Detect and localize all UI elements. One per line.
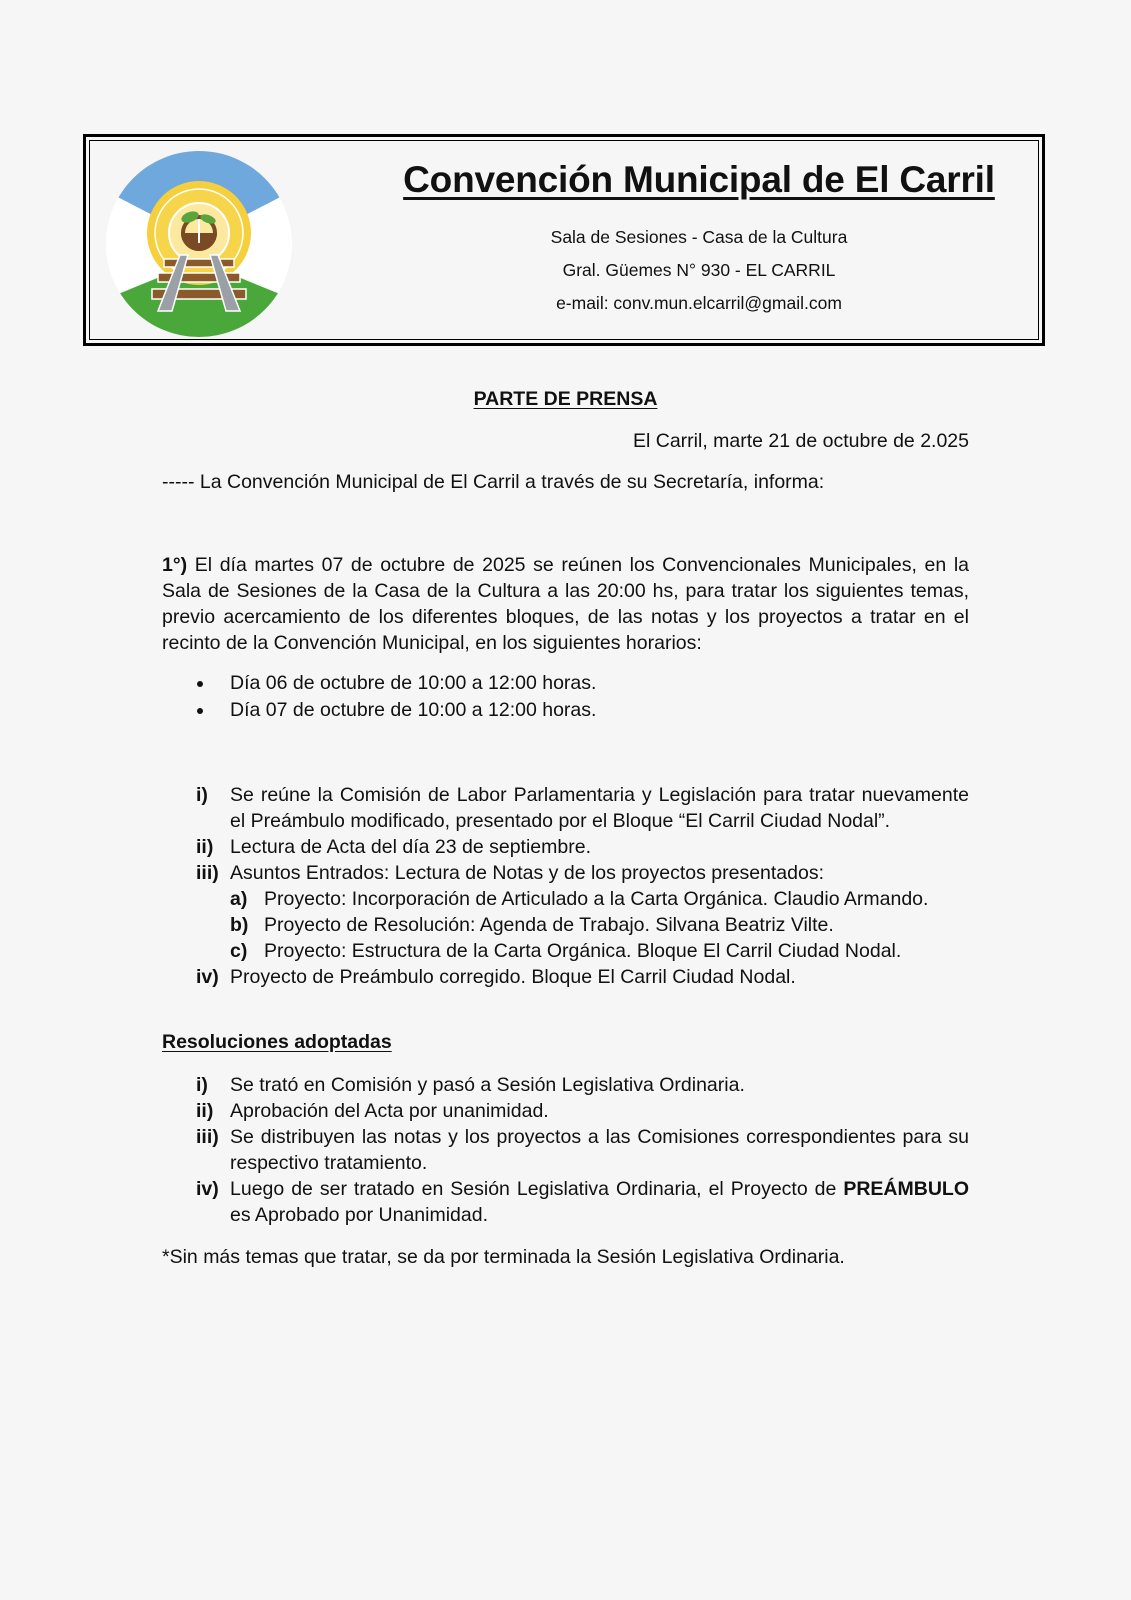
agenda-item: [196, 782, 969, 834]
closing-note: *Sin más temas que tratar, se da por terminada la Sesión Legislativa Ordinaria.: [162, 1246, 845, 1268]
preambulo-emphasis: PREÁMBULO: [843, 1178, 969, 1200]
agenda-item-text: Proyecto de Preámbulo corregido. Bloque El Carril Ciudad Nodal.: [230, 966, 796, 988]
resolution-item-number: i): [196, 1074, 208, 1096]
letterhead-box: [83, 134, 1045, 346]
agenda-item-number: iii): [196, 862, 219, 884]
resolution-item-text: Aprobación del Acta por unanimidad.: [230, 1100, 549, 1122]
agenda-item-text: Asuntos Entrados: Lectura de Notas y de los proyectos presentados:: [230, 862, 825, 884]
resolution-item: [196, 1176, 969, 1228]
schedule-item: Día 07 de octubre de 10:00 a 12:00 horas.: [162, 697, 596, 724]
project-item: [230, 912, 969, 938]
project-item-letter: c): [230, 940, 248, 962]
project-item: [230, 886, 969, 912]
document-title: PARTE DE PRENSA: [473, 388, 658, 410]
main-paragraph: [162, 552, 969, 656]
project-item-text: Proyecto de Resolución: Agenda de Trabajo. Silvana Beatriz Vilte.: [264, 914, 834, 936]
agenda-item: [196, 834, 969, 860]
project-item-letter: a): [230, 888, 248, 910]
bullet-icon: [197, 681, 203, 687]
agenda-item-number: ii): [196, 836, 214, 858]
resolution-item: [196, 1124, 969, 1176]
resolution-item-text: Se trató en Comisión y pasó a Sesión Legislativa Ordinaria.: [230, 1074, 745, 1096]
schedule-item: Día 06 de octubre de 10:00 a 12:00 horas.: [162, 670, 596, 697]
agenda-item-text: Lectura de Acta del día 23 de septiembre.: [230, 836, 591, 858]
resolution-item: [196, 1098, 969, 1124]
agenda-item-text: Se reúne la Comisión de Labor Parlamentaria y Legislación para tratar nuevamente el Preámbulo modificado, presentado por el Bloque “El Carril Ciudad Nodal”.: [230, 784, 969, 832]
projects-sublist: [230, 886, 969, 964]
address-line-2: Gral. Güemes N° 930 - EL CARRIL: [562, 260, 836, 280]
resolution-item-number: ii): [196, 1100, 214, 1122]
resolutions-heading: Resoluciones adoptadas: [162, 1031, 392, 1053]
organization-title: Convención Municipal de El Carril: [403, 159, 995, 200]
agenda-item: [196, 964, 969, 990]
letterhead-inner-border: [89, 140, 1039, 340]
agenda-item: [196, 860, 969, 964]
address-line-1: Sala de Sesiones - Casa de la Cultura: [550, 227, 848, 247]
email-line: e-mail: conv.mun.elcarril@gmail.com: [556, 293, 842, 313]
resolution-item-number: iii): [196, 1126, 219, 1148]
item-text: El día martes 07 de octubre de 2025 se reúnen los Convencionales Municipales, en la Sala de Sesiones de la Casa de la Cultura a las 20:00 hs, para tratar los siguientes temas, previo acercamiento de los diferentes bloques, de las notas y los proyectos a tratar en el recinto de la Convención Municipal, en los siguientes horarios:: [162, 554, 969, 654]
resolution-item: [196, 1072, 969, 1098]
project-item: [230, 938, 969, 964]
item-number: 1°): [162, 554, 188, 576]
agenda-list: [196, 782, 969, 990]
schedule-list: [162, 670, 596, 724]
bullet-icon: [197, 708, 203, 714]
intro-line: ----- La Convención Municipal de El Carril a través de su Secretaría, informa:: [162, 471, 825, 493]
resolution-item-number: iv): [196, 1178, 219, 1200]
project-item-text: Proyecto: Incorporación de Articulado a la Carta Orgánica. Claudio Armando.: [264, 888, 929, 910]
date-line: El Carril, marte 21 de octubre de 2.025: [632, 430, 969, 452]
resolution-item-text: Luego de ser tratado en Sesión Legislativa Ordinaria, el Proyecto de PREÁMBULO es Aprobado por Unanimidad.: [230, 1178, 969, 1226]
resolutions-list: [196, 1072, 969, 1228]
municipal-emblem-icon: [106, 151, 292, 337]
agenda-item-number: iv): [196, 966, 219, 988]
resolution-item-text: Se distribuyen las notas y los proyectos a las Comisiones correspondientes para su respectivo tratamiento.: [230, 1126, 969, 1174]
agenda-item-number: i): [196, 784, 208, 806]
project-item-text: Proyecto: Estructura de la Carta Orgánica. Bloque El Carril Ciudad Nodal.: [264, 940, 902, 962]
project-item-letter: b): [230, 914, 249, 936]
